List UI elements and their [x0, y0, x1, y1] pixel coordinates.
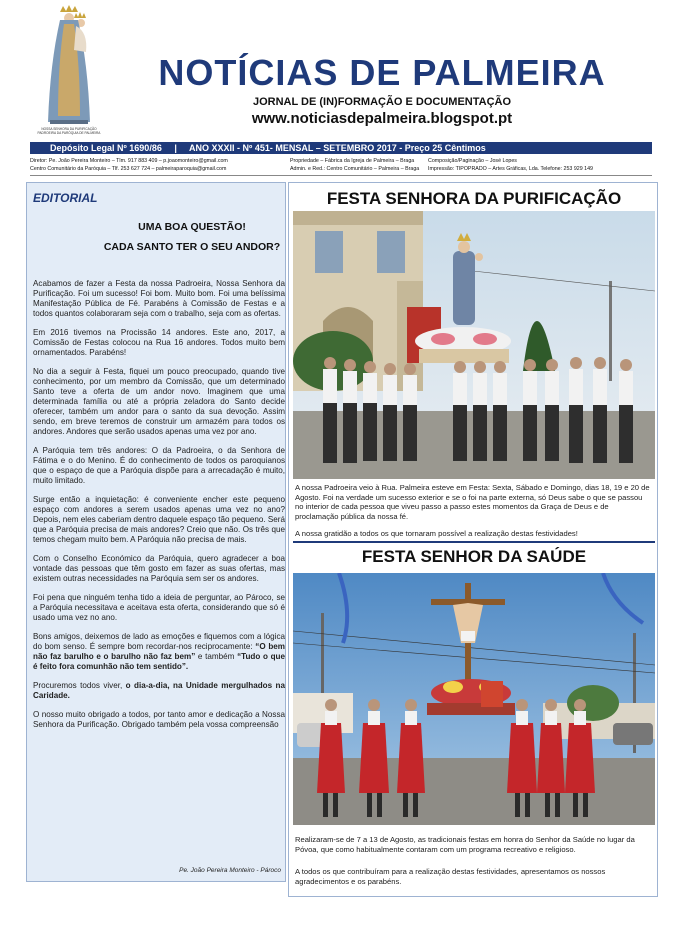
- quote-2: “Tudo o que é feito fora comunhão não tem sentido”.: [33, 652, 285, 671]
- editorial-paragraph: [33, 632, 285, 672]
- quote-1: “O bem não faz barulho e o barulho não faz bem”: [33, 642, 285, 661]
- article2-caption: Realizaram-se de 7 a 13 de Agosto, as tradicionais festas em honra do Senhor da Saúde no lugar da Póvoa, que como habitualmente contaram com um programa recreativo e religioso.: [295, 835, 635, 854]
- article2-title: FESTA SENHOR DA SAÚDE: [361, 547, 587, 566]
- separator: |: [174, 143, 177, 153]
- article1-thanks: A nossa gratidão a todos os que tornaram possível a realização destas festividades!: [295, 529, 578, 538]
- editorial-paragraph: Surge então a inquietação: é conveniente encher este pequeno espaço com andores a serem usados apenas uma vez no ano? Depois, nem eles caberiam dentro daquele espaço tão pequeno. Será que a Paróquia precisa de mais andores? Creio que não. Os três que temos chegam muito bem. A Paróquia não precisa de mais.: [33, 495, 285, 544]
- article2-thanks: A todos os que contribuíram para a realização destas festividades, apresentamos os nossos agradecimentos e os parabéns.: [295, 867, 606, 886]
- editorial-paragraph: O nosso muito obrigado a todos, por tanto amor e dedicação a Nossa Senhora da Purificação. Obrigado também pela vossa compreensão: [33, 710, 285, 729]
- editorial-paragraph: A Paróquia tem três andores: O da Padroeira, o da Senhora de Fátima e o do Menino. É do conhecimento de todos os paroquianos que o espaço de que a Paróquia dispõe para a arrecadação é muito, muito limitado.: [33, 446, 285, 485]
- newspaper-subtitle: JORNAL DE (IN)FORMAÇÃO E DOCUMENTAÇÃO: [252, 96, 512, 108]
- credits-col-1: [30, 157, 228, 173]
- credits-col-3: [428, 157, 593, 173]
- p8-mid: e também: [195, 652, 238, 661]
- procession-photo-senhor: [293, 573, 655, 825]
- credits-block: [30, 155, 652, 176]
- logo-caption-1: NOSSA SENHORA DA PURIFICAÇÃO: [41, 127, 97, 131]
- editorial-signature: Pe. João Pereira Monteiro - Pároco: [179, 867, 281, 874]
- article1-caption: A nossa Padroeira veio à Rua. Palmeira esteve em Festa: Sexta, Sábado e Domingo, dias 18, 19 e 20 de Agosto. Foi na verdade um sucesso exterior e se o foi na parte externa, só Deus sabe o que se passou no interior de cada pessoa que viveu passo a passo estes momentos da Graça de Deus e de proclamação pública da nossa fé.: [295, 483, 650, 521]
- director-line: Diretor: Pe. João Pereira Monteiro – Tlm. 917 883 409 – p.joaomonteiro@gmail.com: [30, 158, 228, 164]
- editorial-heading-2: CADA SANTO TER O SEU ANDOR?: [103, 241, 281, 253]
- procession-photo-senhora: [293, 211, 655, 479]
- credits-col-2: [290, 157, 419, 173]
- news-column: [288, 182, 658, 897]
- issue-info-bar: [30, 142, 652, 154]
- editorial-column: [26, 182, 286, 882]
- newspaper-title: NOTÍCIAS DE PALMEIRA: [158, 52, 606, 93]
- website-link[interactable]: www.noticiasdepalmeira.blogspot.pt: [251, 110, 513, 127]
- editorial-body: [33, 279, 285, 739]
- article1-title: FESTA SENHORA DA PURIFICAÇÃO: [326, 189, 622, 208]
- p9-bold: o dia-a-dia, na Unidade mergulhados na Caridade.: [33, 681, 285, 700]
- composicao-line: Composição/Paginação – José Lopes: [428, 158, 517, 164]
- editorial-paragraph: Em 2016 tivemos na Procissão 14 andores. Este ano, 2017, a Comissão de Festas colocou na Rua 16 andores. Todos muito bem ornamentados. Parabéns!: [33, 328, 285, 357]
- editorial-paragraph: No dia a seguir à Festa, fiquei um pouco preocupado, quando tive conhecimento, por um membro da Comissão, que um determinado Santo teve a oferta de um andor novo. Imaginem que uma determinada família ou até a própria zeladora do Santo decide oferecer, também um andor para o santo da sua devoção. Assim sendo, em breve teremos de construir um armazém para todos os andores. Andores que serão usados apenas uma vez por ano.: [33, 367, 285, 436]
- editorial-paragraph: Com o Conselho Económico da Paróquia, quero agradecer a boa vontade das pessoas que têm gosto em fazer as suas ofertas, mas existem outras necessidades na Paróquia sem ser os andores.: [33, 554, 285, 583]
- p9-intro: Procuremos todos viver,: [33, 681, 126, 690]
- centro-line: Centro Comunitário da Paróquia – Tlf. 253 627 724 – palmeiraparoquia@gmail.com: [30, 166, 227, 172]
- editorial-paragraph: [33, 681, 285, 701]
- issue-details: ANO XXXII - Nº 451- MENSAL – SETEMBRO 2017 - Preço 25 Cêntimos: [189, 143, 486, 153]
- p8-intro: Bons amigos, deixemos de lado as emoções e fiquemos com a lógica do bom senso. É sempre bom recordar-nos reciprocamente:: [33, 632, 285, 651]
- our-lady-statue-logo: [30, 4, 108, 138]
- editorial-label: EDITORIAL: [33, 191, 98, 205]
- legal-deposit: Depósito Legal Nº 1690/86: [50, 143, 162, 153]
- section-divider: [293, 541, 655, 543]
- admin-line: Admin. e Red.: Centro Comunitário – Palmeira – Braga: [290, 166, 420, 172]
- editorial-paragraph: Acabamos de fazer a Festa da nossa Padroeira, Nossa Senhora da Purificação. Foi um sucesso! Foi bom. Muito bom. Foi uma belíssima Manifestação Pública de Fé. Parabéns à Comissão de Festas e a todos quantos colaboraram seja com o trabalho, seja com as ofertas.: [33, 279, 285, 318]
- logo-caption-2: PADROEIRA DA PARÓQUIA DE PALMEIRA: [37, 131, 101, 135]
- propriedade-line: Propriedade – Fábrica da Igreja de Palmeira – Braga: [290, 158, 415, 164]
- editorial-paragraph: Foi pena que ninguém tenha tido a ideia de perguntar, ao Pároco, se a Paróquia necessitava e aceitava esta oferta, considerando que só é usado uma vez no ano.: [33, 593, 285, 622]
- impressao-line: Impressão: TIPOPRADO – Artes Gráficas, Lda. Telefone: 253 929 149: [428, 166, 593, 172]
- editorial-heading-1: UMA BOA QUESTÃO!: [138, 221, 246, 233]
